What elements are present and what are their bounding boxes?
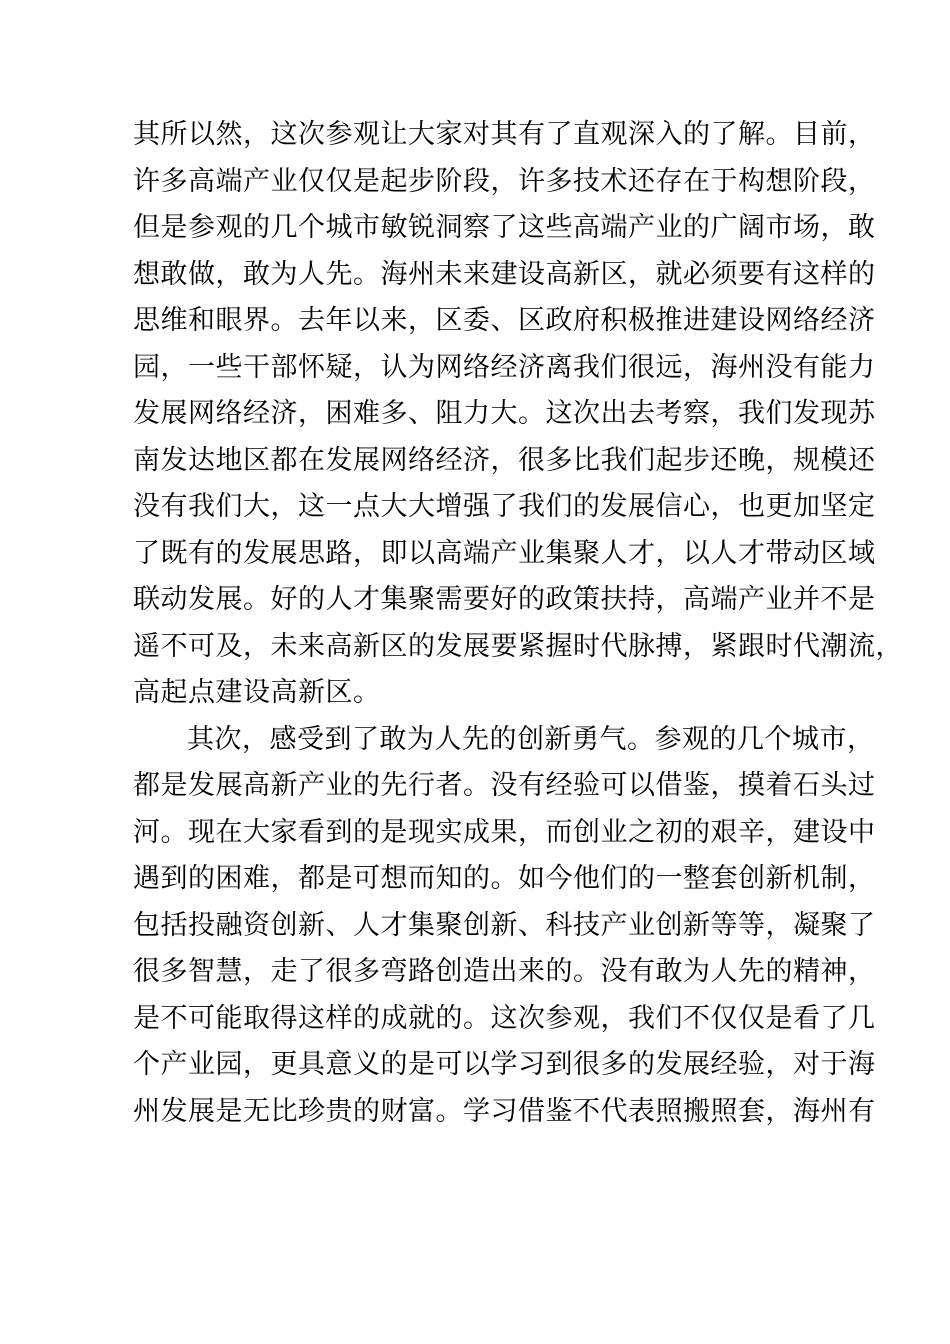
text-line: 发展网络经济，困难多、阻力大。这次出去考察，我们发现苏 xyxy=(133,398,876,429)
text-line: 其所以然，这次参观让大家对其有了直观深入的了解。目前， xyxy=(133,119,876,150)
text-line: 是不可能取得这样的成就的。这次参观，我们不仅仅是看了几 xyxy=(133,1002,876,1034)
text-line: 高起点建设高新区。 xyxy=(133,677,381,708)
body-text xyxy=(133,112,903,1135)
text-line: 但是参观的几个城市敏锐洞察了这些高端产业的广阔市场，敢 xyxy=(133,212,876,243)
text-line: 很多智慧，走了很多弯路创造出来的。没有敢为人先的精神， xyxy=(133,956,876,987)
text-line: 都是发展高新产业的先行者。没有经验可以借鉴，摸着石头过 xyxy=(133,770,876,801)
text-line: 个产业园，更具意义的是可以学习到很多的发展经验，对于海 xyxy=(133,1049,876,1080)
text-line: 了既有的发展思路，即以高端产业集聚人才，以人才带动区域 xyxy=(133,537,876,569)
text-line: 思维和眼界。去年以来，区委、区政府积极推进建设网络经济 xyxy=(133,305,876,336)
text-line: 遇到的困难，都是可想而知的。如今他们的一整套创新机制， xyxy=(133,863,876,894)
text-line: 州发展是无比珍贵的财富。学习借鉴不代表照搬照套，海州有 xyxy=(133,1095,876,1127)
text-line: 河。现在大家看到的是现实成果，而创业之初的艰辛，建设中 xyxy=(133,816,876,848)
text-line: 联动发展。好的人才集聚需要好的政策扶持，高端产业并不是 xyxy=(133,584,876,615)
text-line: 遥不可及，未来高新区的发展要紧握时代脉搏，紧跟时代潮流， xyxy=(133,630,903,662)
paragraph-first-line: 其次，感受到了敢为人先的创新勇气。参观的几个城市， xyxy=(187,723,875,755)
text-line: 许多高端产业仅仅是起步阶段，许多技术还存在于构想阶段， xyxy=(133,165,876,197)
text-line: 园，一些干部怀疑，认为网络经济离我们很远，海州没有能力 xyxy=(133,351,876,383)
text-line: 想敢做，敢为人先。海州未来建设高新区，就必须要有这样的 xyxy=(133,258,876,290)
text-line: 包括投融资创新、人才集聚创新、科技产业创新等等，凝聚了 xyxy=(133,909,876,941)
text-line: 南发达地区都在发展网络经济，很多比我们起步还晚，规模还 xyxy=(133,444,876,476)
text-line: 没有我们大，这一点大大增强了我们的发展信心，也更加坚定 xyxy=(133,491,876,522)
